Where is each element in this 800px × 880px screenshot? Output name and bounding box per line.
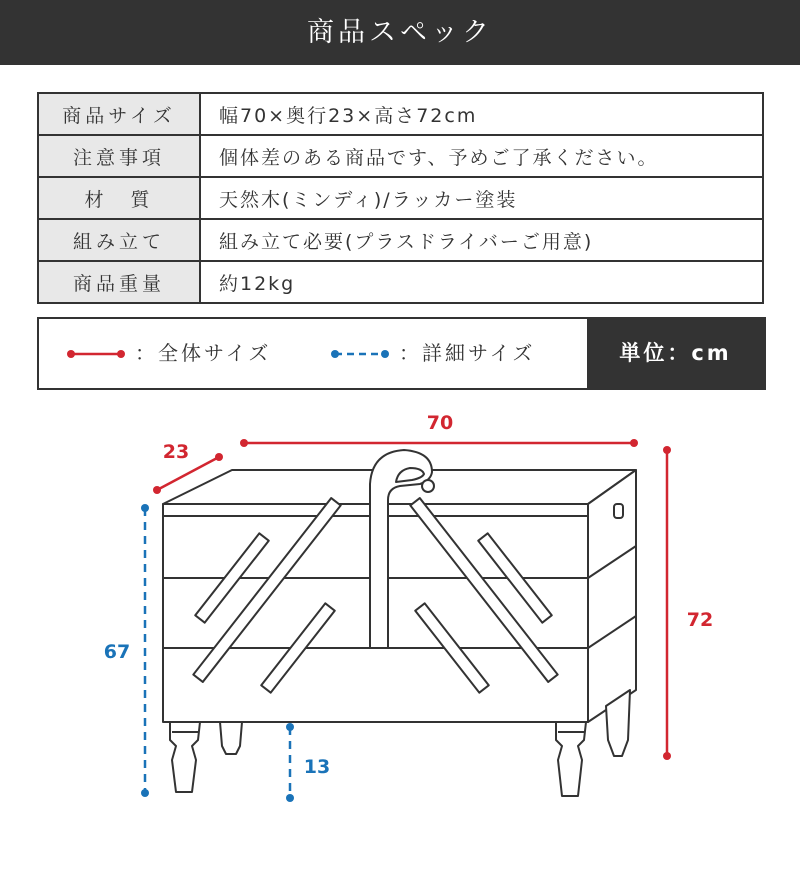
spec-value-material: 天然木(ミンディ)/ラッカー塗装 <box>200 177 763 219</box>
legend-overall-label: ：全体サイズ <box>135 341 272 365</box>
spec-value-notice: 個体差のある商品です、予めご了承ください。 <box>200 135 763 177</box>
page-header <box>0 0 800 65</box>
unit-label: 単位：cm <box>619 341 732 365</box>
sewing-box-illustration <box>163 450 636 796</box>
unit-badge <box>587 319 764 388</box>
body-height-dimension-label: 67 <box>103 641 131 663</box>
spec-row-assembly <box>38 219 763 261</box>
spec-label-material: 材 質 <box>38 177 200 219</box>
lock-icon <box>614 504 623 518</box>
height-dimension-label: 72 <box>686 609 714 631</box>
overall-size-line-icon <box>65 347 127 361</box>
spec-label-notice: 注意事項 <box>38 135 200 177</box>
leg-height-dimension-label: 13 <box>303 756 331 778</box>
spec-value-size: 幅70×奥行23×高さ72cm <box>200 93 763 135</box>
spec-label-assembly: 組み立て <box>38 219 200 261</box>
spec-row-weight <box>38 261 763 303</box>
legend-detail-label: ：詳細サイズ <box>399 341 536 365</box>
depth-dimension-label: 23 <box>162 441 190 463</box>
dimension-legend <box>37 317 766 390</box>
spec-label-size: 商品サイズ <box>38 93 200 135</box>
spec-label-weight: 商品重量 <box>38 261 200 303</box>
spec-value-assembly: 組み立て必要(プラスドライバーご用意) <box>200 219 763 261</box>
spec-value-weight: 約12kg <box>200 261 763 303</box>
detail-size-line-icon <box>329 347 391 361</box>
page-title: 商品スペック <box>307 17 493 48</box>
width-dimension-label: 70 <box>426 412 454 434</box>
spec-row-material <box>38 177 763 219</box>
sewing-box-diagram <box>0 400 800 820</box>
spec-table <box>37 92 764 304</box>
box-side-panel <box>588 470 636 722</box>
handle-knob <box>422 480 434 492</box>
spec-row-notice <box>38 135 763 177</box>
spec-row-size <box>38 93 763 135</box>
